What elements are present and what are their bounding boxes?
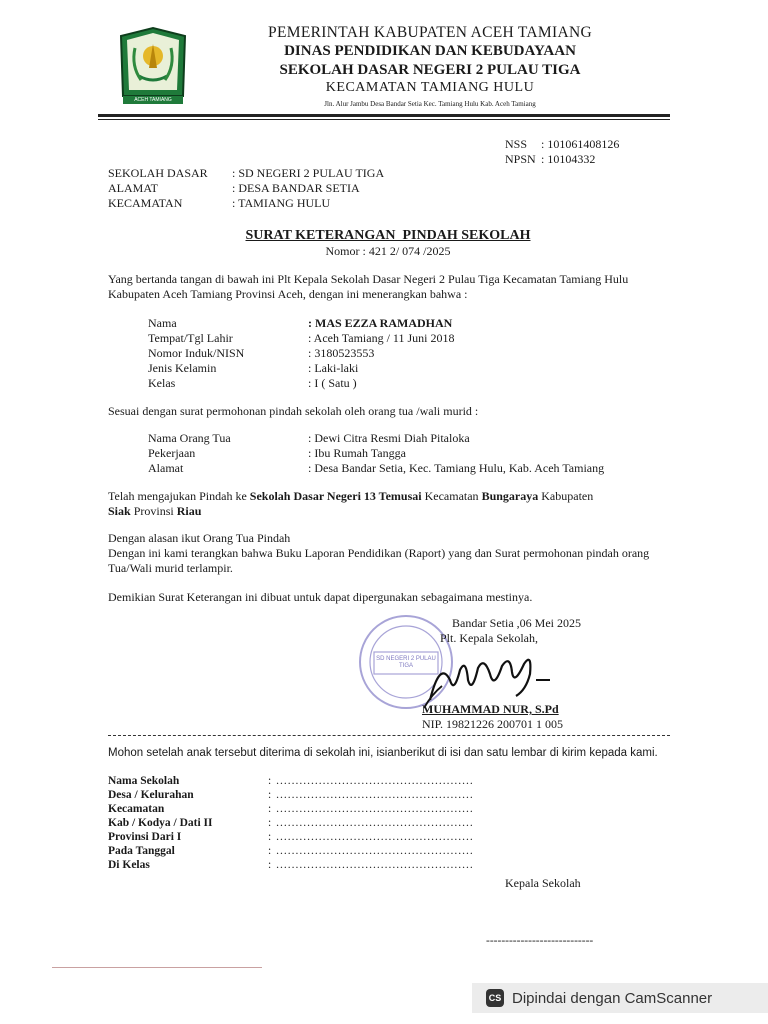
student-name-value: : MAS EZZA RAMADHAN [308, 316, 453, 330]
parent-address-value: : Desa Bandar Setia, Kec. Tamiang Hulu, Kab. Aceh Tamiang [308, 461, 605, 475]
transfer-text-1: Telah mengajukan Pindah ke [108, 489, 250, 503]
npsn-value: : 10104332 [541, 152, 596, 166]
letterhead-line2: DINAS PENDIDIKAN DAN KEBUDAYAAN [284, 43, 576, 59]
gender-label: Jenis Kelamin [148, 361, 217, 375]
camscanner-watermark [472, 983, 768, 1013]
reply-field-blank: : ................................................... [268, 845, 474, 857]
reply-sign-line: ---------------------------- [486, 935, 594, 947]
address-label: ALAMAT [108, 181, 158, 195]
district-label: KECAMATAN [108, 196, 183, 210]
reply-intro: Mohon setelah anak tersebut diterima di sekolah ini, isianberikut di isi dan satu lembar di kirim kepada kami. [108, 747, 658, 759]
scan-edge-line [52, 967, 262, 968]
letterhead-line3: SEKOLAH DASAR NEGERI 2 PULAU TIGA [279, 62, 581, 78]
camscanner-logo-icon [486, 989, 504, 1007]
nisn-value: : 3180523553 [308, 346, 375, 360]
reply-field-label: Provinsi Dari I [108, 831, 182, 843]
occupation-value: : Ibu Rumah Tangga [308, 446, 406, 460]
destination-province: Riau [176, 504, 202, 518]
nisn-label: Nomor Induk/NISN [148, 346, 245, 360]
logo-caption: ACEH TAMIANG [134, 97, 172, 103]
class-label: Kelas [148, 376, 176, 390]
signatory-nip: NIP. 19821226 200701 1 005 [422, 717, 564, 731]
transfer-text-4: Provinsi [130, 504, 177, 518]
school-codes [505, 137, 619, 167]
student-name-label: Nama [148, 316, 177, 330]
reply-field-label: Nama Sekolah [108, 775, 180, 787]
reply-separator [108, 735, 670, 736]
school-info [108, 166, 384, 211]
nss-label: NSS [505, 137, 528, 151]
reply-field-label: Pada Tanggal [108, 845, 175, 857]
school-label: SEKOLAH DASAR [108, 166, 208, 180]
signatory-name: MUHAMMAD NUR, S.Pd [422, 702, 559, 716]
occupation-label: Pekerjaan [148, 446, 196, 460]
address-value: : DESA BANDAR SETIA [232, 181, 360, 195]
district-value: : TAMIANG HULU [232, 196, 331, 210]
destination-district: Bungaraya [481, 489, 539, 503]
letter-number: Nomor : 421 2/ 074 /2025 [325, 244, 451, 258]
npsn-label: NPSN [505, 152, 536, 166]
regency-logo [117, 26, 189, 108]
reply-field-blank: : ................................................... [268, 859, 474, 871]
reply-field-label: Kab / Kodya / Dati II [108, 817, 213, 829]
camscanner-text: Dipindai dengan CamScanner [512, 989, 713, 1007]
destination-regency: Siak [108, 504, 131, 518]
letterhead-address: Jln. Alur Jambu Desa Bandar Setia Kec. Tamiang Hulu Kab. Aceh Tamiang [324, 100, 536, 108]
intro-paragraph: Yang bertanda tangan di bawah ini Plt Kepala Sekolah Dasar Negeri 2 Pulau Tiga Kecamatan Tamiang Hulu Kabupaten Aceh Tamiang Provinsi Aceh, dengan ini menerangkan bahwa : [108, 272, 629, 301]
parent-address-label: Alamat [148, 461, 184, 475]
reply-field-label: Kecamatan [108, 803, 165, 815]
reply-field-blank: : ................................................... [268, 817, 474, 829]
reply-form [108, 774, 474, 872]
reply-head-title: Kepala Sekolah [505, 876, 581, 890]
closing-text: Demikian Surat Keterangan ini dibuat untuk dapat dipergunakan sebagaimana mestinya. [108, 590, 533, 604]
parent-details [148, 431, 604, 476]
transfer-paragraph [108, 489, 666, 519]
reply-field-blank: : ................................................... [268, 831, 474, 843]
birth-value: : Aceh Tamiang / 11 Juni 2018 [308, 331, 455, 345]
camscanner-badge-text: CS [488, 993, 502, 1003]
reply-field-blank: : ................................................... [268, 803, 474, 815]
handwritten-signature [420, 650, 560, 710]
reply-field-blank: : ................................................... [268, 775, 474, 787]
gender-value: : Laki-laki [308, 361, 359, 375]
parent-name-label: Nama Orang Tua [148, 431, 231, 445]
reply-field-label: Desa / Kelurahan [108, 789, 194, 801]
school-value: : SD NEGERI 2 PULAU TIGA [232, 166, 385, 180]
transfer-text-3: Kabupaten [538, 489, 594, 503]
birth-label: Tempat/Tgl Lahir [148, 331, 233, 345]
reply-field-label: Di Kelas [108, 859, 150, 871]
class-value: : I ( Satu ) [308, 376, 357, 390]
letterhead-line1: PEMERINTAH KABUPATEN ACEH TAMIANG [268, 24, 592, 41]
sign-position: Plt. Kepala Sekolah, [440, 631, 538, 645]
letterhead-line4: KECAMATAN TAMIANG HULU [325, 80, 535, 95]
parent-name-value: : Dewi Citra Resmi Diah Pitaloka [308, 431, 470, 445]
parent-intro: Sesuai dengan surat permohonan pindah sekolah oleh orang tua /wali murid : [108, 404, 479, 418]
reply-field-blank: : ................................................... [268, 789, 474, 801]
attachment-text: Dengan ini kami terangkan bahwa Buku Laporan Pendidikan (Raport) yang dan Surat permohonan pindah orang Tua/Wali murid terlampir. [108, 546, 650, 575]
nss-value: : 101061408126 [541, 137, 620, 151]
letterhead-divider-thin [98, 119, 670, 120]
reason-text: Dengan alasan ikut Orang Tua Pindah [108, 531, 291, 545]
letter-title: SURAT KETERANGAN PINDAH SEKOLAH [245, 228, 531, 243]
sign-place-date: Bandar Setia ,06 Mei 2025 [452, 616, 581, 630]
destination-school: Sekolah Dasar Negeri 13 Temusai [249, 489, 422, 503]
stamp-text: SD NEGERI 2 PULAU TIGA [376, 656, 436, 669]
transfer-text-2: Kecamatan [421, 489, 482, 503]
student-details [148, 316, 454, 391]
letterhead-divider [98, 114, 670, 117]
